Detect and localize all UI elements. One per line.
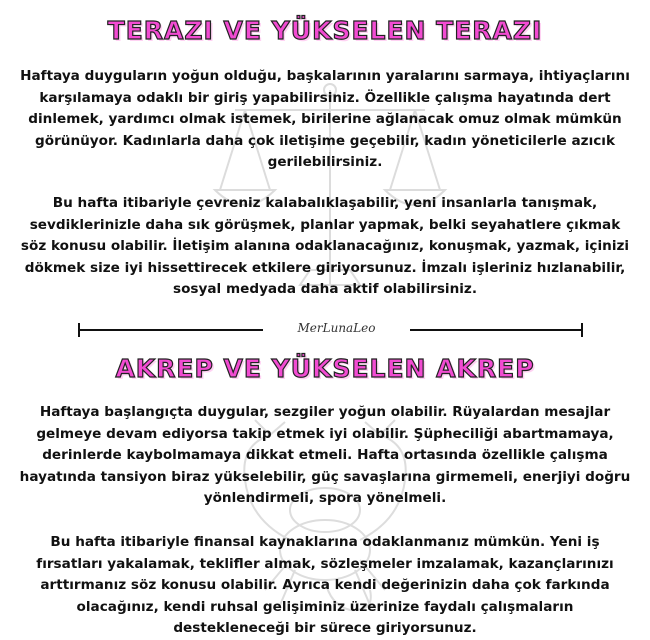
section-title-libra: TERAZI VE YÜKSELEN TERAZI xyxy=(107,16,543,45)
scorpio-paragraph-2: Bu hafta itibariyle finansal kaynaklarına odaklanmanız mümkün. Yeni iş fırsatları yakalamak, teklifler almak, sözleşmeler imzalamak, kazançlarınızı arttırmanız söz konusu olabilir. Ayrıca kendi değerinizin daha çok farkında olacağınız, kendi ruhsal gelişiminiz üzerinize faydalı çalışmaların destekleneceği bir sürece giriyorsunuz. xyxy=(36,534,614,637)
libra-paragraph-1: Haftaya duyguların yoğun olduğu, başkalarının yaralarını sarmaya, ihtiyaçlarını karşılamaya odaklı bir giriş yapabilirsiniz. Özellikle çalışma hayatında dert dinlemek, yardımcı olmak istemek, birilerine ağlanacak omuz olmak mümkün görünüyor. Kadınlarla daha çok iletişime geçebilir, kadın yöneticilerle azıcık gerilebilirsiniz. xyxy=(20,68,630,171)
divider-left-line xyxy=(78,329,263,331)
section-divider xyxy=(0,318,650,342)
scorpio-paragraph-1: Haftaya başlangıçta duygular, sezgiler yoğun olabilir. Rüyalardan mesajlar gelmeye devam ediyorsa takip etmek iyi olabilir. Şüpheciliği abartmamaya, derinlerde kaybolmamaya dikkat etmeli. Hafta ortasında özellikle çalışma hayatında tansiyon biraz yükselebilir, güç savaşlarına girmemeli, enerjiyi doğru yönlendirmeli, spora yönelmeli. xyxy=(19,404,631,507)
section-title-scorpio: AKREP VE YÜKSELEN AKREP xyxy=(115,354,535,383)
divider-right-tick xyxy=(581,323,583,337)
divider-signature: MerLunaLeo xyxy=(297,321,376,335)
libra-paragraph-2: Bu hafta itibariyle çevreniz kalabalıklaşabilir, yeni insanlarla tanışmak, sevdiklerinizle daha sık görüşmek, planlar yapmak, belki seyahatlere çıkmak söz konusu olabilir. İletişim alanına odaklanacağınız, konuşmak, yazmak, içinizi dökmek size iyi hissettirecek etkilere giriyorsunuz. İmzalı işleriniz hızlanabilir, sosyal medyada daha aktif olabilirsiniz. xyxy=(20,195,630,298)
divider-right-line xyxy=(410,329,583,331)
